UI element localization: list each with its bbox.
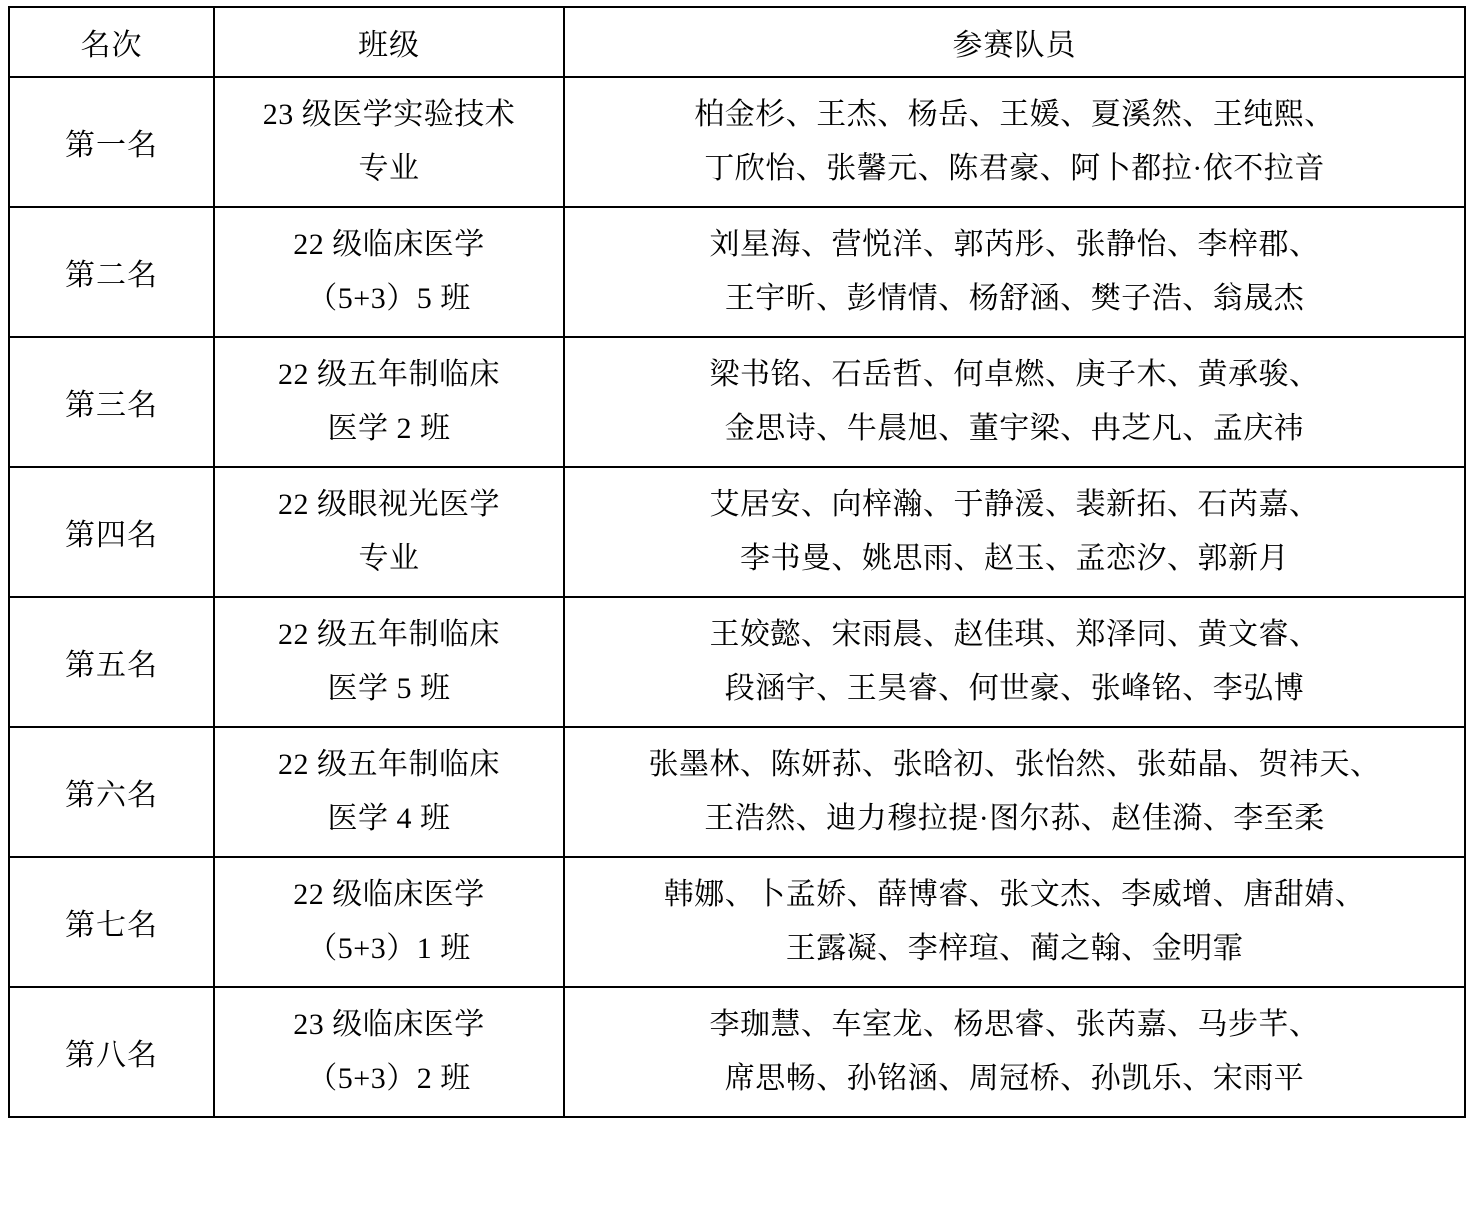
table-row	[9, 987, 1465, 1117]
rank-cell: 第三名	[9, 337, 214, 467]
table-row	[9, 207, 1465, 337]
class-line: 22 级五年制临床	[278, 618, 500, 651]
class-line: 22 级临床医学	[293, 878, 485, 911]
table-header-row	[9, 7, 1465, 77]
rank-cell: 第八名	[9, 987, 214, 1117]
table-row	[9, 857, 1465, 987]
team-line: 艾居安、向梓瀚、于静湲、裴新拓、石芮嘉、	[709, 488, 1320, 521]
team-line: 金思诗、牛晨旭、董宇梁、冉芝凡、孟庆祎	[724, 412, 1305, 445]
table-row	[9, 597, 1465, 727]
results-table	[8, 6, 1466, 1118]
column-header-rank: 名次	[9, 7, 214, 77]
class-cell	[214, 77, 564, 207]
class-line: 22 级眼视光医学	[278, 488, 500, 521]
class-line: 医学 2 班	[327, 412, 451, 445]
team-line: 丁欣怡、张馨元、陈君豪、阿卜都拉·依不拉音	[704, 152, 1325, 185]
class-line: 专业	[358, 542, 420, 575]
team-cell	[564, 597, 1465, 727]
team-line: 席思畅、孙铭涵、周冠桥、孙凯乐、宋雨平	[724, 1062, 1305, 1095]
team-line: 韩娜、卜孟娇、薛博睿、张文杰、李威增、唐甜婧、	[663, 878, 1366, 911]
class-line: （5+3）2 班	[307, 1062, 471, 1095]
table-row	[9, 337, 1465, 467]
team-cell	[564, 987, 1465, 1117]
rank-cell: 第六名	[9, 727, 214, 857]
class-line: 医学 5 班	[327, 672, 451, 705]
class-line: 23 级医学实验技术	[262, 98, 516, 131]
class-cell	[214, 857, 564, 987]
team-line: 李珈慧、车室龙、杨思睿、张芮嘉、马步芊、	[709, 1008, 1320, 1041]
class-line: 22 级五年制临床	[278, 358, 500, 391]
column-header-class: 班级	[214, 7, 564, 77]
class-line: 23 级临床医学	[293, 1008, 485, 1041]
column-header-team: 参赛队员	[564, 7, 1465, 77]
table-row	[9, 727, 1465, 857]
team-line: 柏金杉、王杰、杨岳、王媛、夏溪然、王纯熙、	[694, 98, 1335, 131]
team-line: 梁书铭、石岳哲、何卓燃、庚子木、黄承骏、	[709, 358, 1320, 391]
table-row	[9, 467, 1465, 597]
rank-cell: 第一名	[9, 77, 214, 207]
class-line: （5+3）5 班	[307, 282, 471, 315]
class-cell	[214, 207, 564, 337]
team-line: 张墨林、陈妍荪、张晗初、张怡然、张茹晶、贺祎天、	[648, 748, 1381, 781]
class-line: 22 级临床医学	[293, 228, 485, 261]
team-line: 王浩然、迪力穆拉提·图尔荪、赵佳漪、李至柔	[704, 802, 1325, 835]
class-cell	[214, 727, 564, 857]
class-cell	[214, 597, 564, 727]
table-row	[9, 77, 1465, 207]
class-line: 医学 4 班	[327, 802, 451, 835]
team-line: 王宇昕、彭情情、杨舒涵、樊子浩、翁晟杰	[724, 282, 1305, 315]
team-cell	[564, 467, 1465, 597]
rank-cell: 第七名	[9, 857, 214, 987]
team-cell	[564, 727, 1465, 857]
class-cell	[214, 987, 564, 1117]
class-cell	[214, 337, 564, 467]
rank-cell: 第四名	[9, 467, 214, 597]
class-line: 22 级五年制临床	[278, 748, 500, 781]
class-line: 专业	[358, 152, 420, 185]
team-line: 王姣懿、宋雨晨、赵佳琪、郑泽同、黄文睿、	[709, 618, 1320, 651]
rank-cell: 第二名	[9, 207, 214, 337]
class-cell	[214, 467, 564, 597]
team-line: 王露凝、李梓瑄、蔺之翰、金明霏	[785, 932, 1244, 965]
rank-cell: 第五名	[9, 597, 214, 727]
team-cell	[564, 207, 1465, 337]
class-line: （5+3）1 班	[307, 932, 471, 965]
team-line: 刘星海、营悦洋、郭芮彤、张静怡、李梓郡、	[709, 228, 1320, 261]
team-line: 李书曼、姚思雨、赵玉、孟恋汐、郭新月	[740, 542, 1289, 575]
team-cell	[564, 857, 1465, 987]
team-cell	[564, 337, 1465, 467]
team-line: 段涵宇、王昊睿、何世豪、张峰铭、李弘博	[724, 672, 1305, 705]
team-cell	[564, 77, 1465, 207]
